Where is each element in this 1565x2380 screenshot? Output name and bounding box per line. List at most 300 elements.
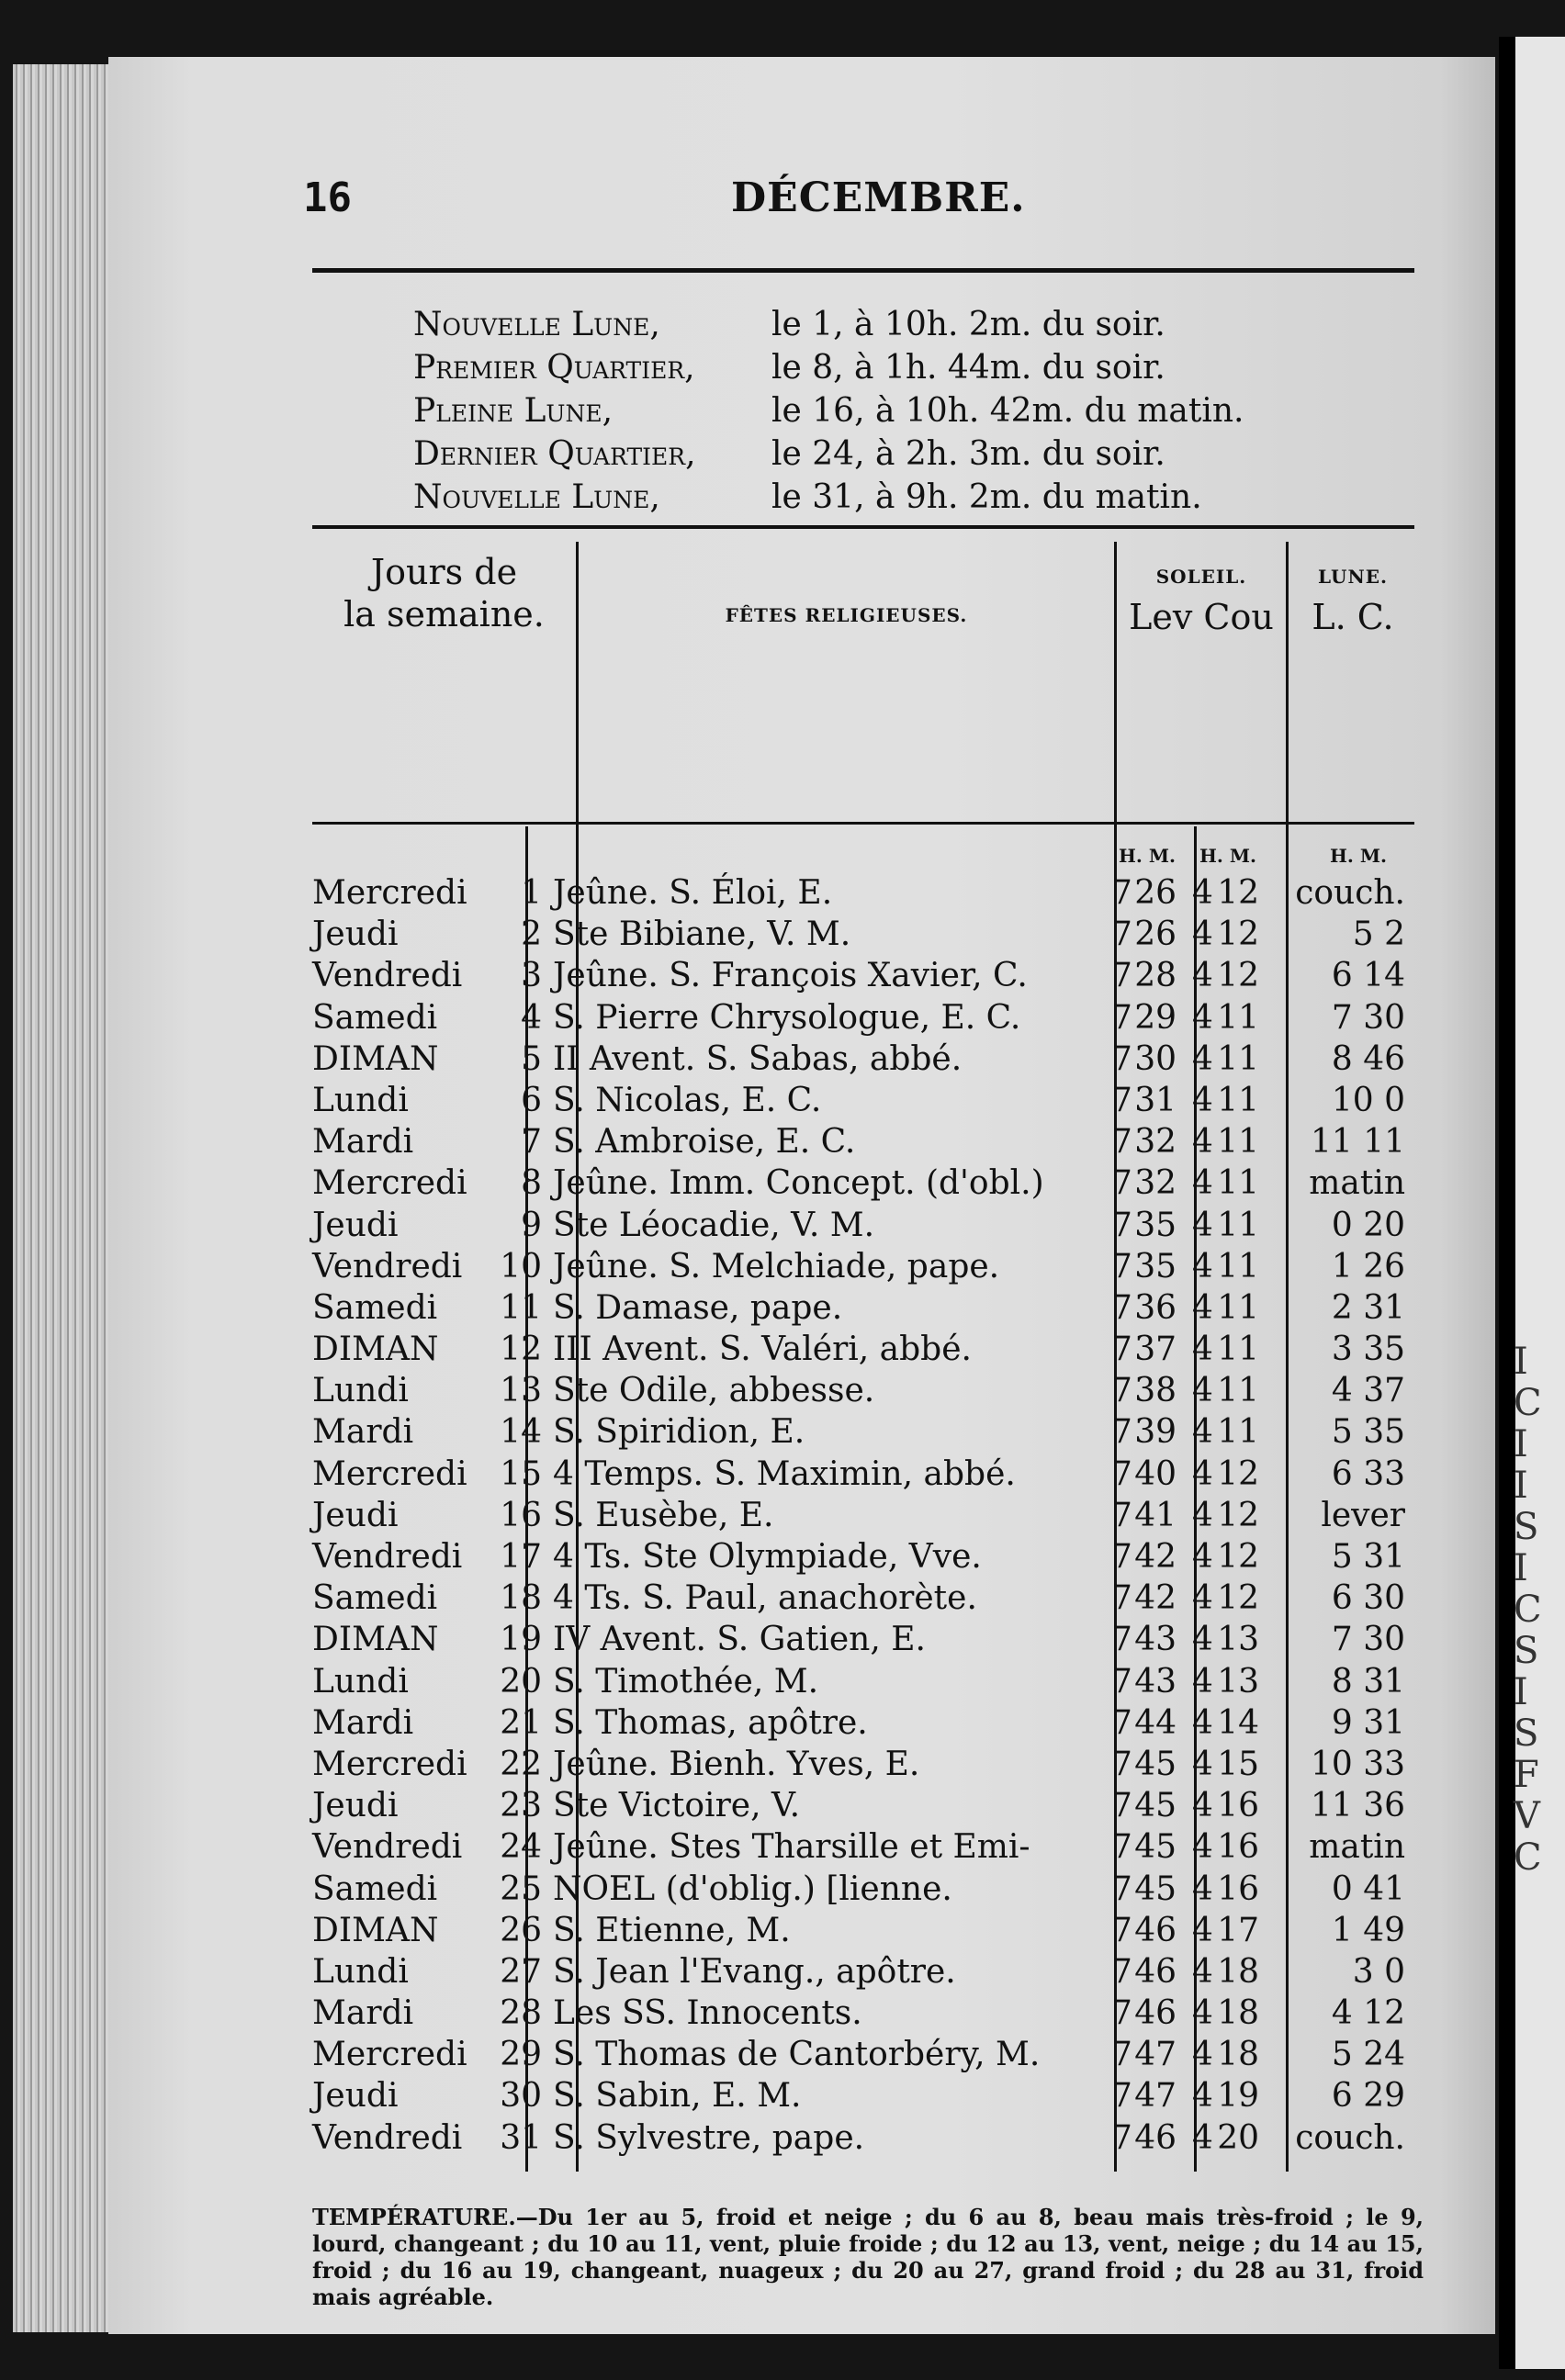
sunset-hour-cell: 4 bbox=[1192, 1952, 1213, 1991]
sunrise-minute-cell: 28 bbox=[1134, 957, 1177, 995]
table-row bbox=[312, 1536, 1414, 1577]
sunset-minute-cell: 18 bbox=[1217, 2036, 1259, 2074]
sunrise-hour-cell: 7 bbox=[1111, 1454, 1132, 1493]
sunrise-minute-cell: 26 bbox=[1134, 874, 1177, 912]
sunrise-hour-cell: 7 bbox=[1111, 1081, 1132, 1119]
table-row bbox=[312, 2117, 1414, 2159]
table-row bbox=[312, 1246, 1414, 1287]
table-row bbox=[312, 1869, 1414, 1910]
sunset-hour-cell: 4 bbox=[1192, 874, 1213, 912]
date-cell: 30 bbox=[500, 2077, 542, 2116]
moon-cell: couch. bbox=[1295, 2118, 1405, 2157]
facing-page-letter: C bbox=[1514, 1836, 1542, 1879]
table-row bbox=[312, 1785, 1414, 1826]
moon-cell: lever bbox=[1321, 1496, 1405, 1534]
weekday-cell: DIMAN bbox=[312, 1911, 439, 1949]
moon-cell: 8 31 bbox=[1331, 1662, 1405, 1701]
calendar-rows bbox=[312, 872, 1414, 2159]
sunrise-minute-cell: 37 bbox=[1134, 1330, 1177, 1369]
date-cell: 7 bbox=[521, 1123, 542, 1162]
table-row bbox=[312, 1411, 1414, 1453]
sunset-minute-cell: 19 bbox=[1217, 2077, 1259, 2116]
sunset-minute-cell: 16 bbox=[1217, 1869, 1259, 1908]
date-cell: 5 bbox=[521, 1039, 542, 1078]
table-row bbox=[312, 1080, 1414, 1121]
sunrise-hour-cell: 7 bbox=[1111, 1039, 1132, 1078]
facing-page-letter: C bbox=[1514, 1589, 1542, 1631]
weekday-cell: Jeudi bbox=[312, 2077, 399, 2116]
sunset-hour-cell: 4 bbox=[1192, 1828, 1213, 1867]
weekday-cell: Vendredi bbox=[312, 1538, 463, 1576]
sunrise-hour-cell: 7 bbox=[1111, 1869, 1132, 1908]
sunset-minute-cell: 11 bbox=[1217, 1288, 1259, 1327]
table-row bbox=[312, 1661, 1414, 1702]
weekday-cell: Samedi bbox=[312, 1288, 438, 1327]
sunrise-minute-cell: 30 bbox=[1134, 1039, 1177, 1078]
sunset-minute-cell: 12 bbox=[1217, 1454, 1259, 1493]
table-row bbox=[312, 1287, 1414, 1329]
facing-page-letter: F bbox=[1514, 1754, 1539, 1796]
facing-page-letter: I bbox=[1514, 1547, 1528, 1589]
moon-cell: 1 26 bbox=[1331, 1247, 1405, 1285]
header-rule bbox=[312, 268, 1414, 273]
table-row bbox=[312, 1370, 1414, 1411]
moon-cell: 5 35 bbox=[1331, 1413, 1405, 1452]
moon-cell: matin bbox=[1309, 1164, 1405, 1203]
table-row bbox=[312, 2075, 1414, 2116]
page-edges bbox=[13, 64, 114, 2332]
date-cell: 15 bbox=[500, 1454, 542, 1493]
weekday-cell: Jeudi bbox=[312, 915, 399, 954]
weekday-cell: Samedi bbox=[312, 1579, 438, 1618]
moon-cell: 10 33 bbox=[1310, 1745, 1405, 1783]
table-row bbox=[312, 2034, 1414, 2075]
sunrise-minute-cell: 43 bbox=[1134, 1662, 1177, 1701]
date-cell: 16 bbox=[500, 1496, 542, 1534]
sunrise-hour-cell: 7 bbox=[1111, 2077, 1132, 2116]
sunset-minute-cell: 18 bbox=[1217, 1952, 1259, 1991]
sunrise-minute-cell: 45 bbox=[1134, 1745, 1177, 1783]
hm-label: H. M. bbox=[1199, 845, 1256, 867]
date-cell: 29 bbox=[500, 2036, 542, 2074]
sunset-hour-cell: 4 bbox=[1192, 1164, 1213, 1203]
sunrise-minute-cell: 44 bbox=[1134, 1703, 1177, 1742]
feast-cell: Jeûne. Imm. Concept. (d'obl.) bbox=[553, 1164, 1044, 1203]
weekday-cell: Lundi bbox=[312, 1952, 409, 1991]
moon-cell: 9 31 bbox=[1331, 1703, 1405, 1742]
moon-cell: 5 2 bbox=[1352, 915, 1405, 954]
sunset-hour-cell: 4 bbox=[1192, 957, 1213, 995]
moon-phase-row: Pleine Lune, le 16, à 10h. 42m. du matin. bbox=[413, 392, 1244, 430]
sunrise-hour-cell: 7 bbox=[1111, 1787, 1132, 1825]
feast-cell: Ste Bibiane, V. M. bbox=[553, 915, 851, 954]
weekday-cell: Jeudi bbox=[312, 1787, 399, 1825]
table-row bbox=[312, 1454, 1414, 1495]
weekday-cell: Lundi bbox=[312, 1372, 409, 1410]
weekday-cell: Samedi bbox=[312, 998, 438, 1037]
feast-cell: NOEL (d'oblig.) [lienne. bbox=[553, 1869, 952, 1908]
moon-cell: 8 46 bbox=[1331, 1039, 1405, 1078]
moon-cell: 6 14 bbox=[1331, 957, 1405, 995]
weekday-cell: Mardi bbox=[312, 1413, 414, 1452]
sunset-hour-cell: 4 bbox=[1192, 1745, 1213, 1783]
facing-page-letter: I bbox=[1514, 1671, 1528, 1713]
sunrise-minute-cell: 38 bbox=[1134, 1372, 1177, 1410]
sunset-hour-cell: 4 bbox=[1192, 915, 1213, 954]
date-cell: 26 bbox=[500, 1911, 542, 1949]
sunset-minute-cell: 11 bbox=[1217, 1247, 1259, 1285]
fetes-header: FÊTES RELIGIEUSES. bbox=[725, 604, 968, 626]
sunset-minute-cell: 11 bbox=[1217, 1372, 1259, 1410]
sunset-hour-cell: 4 bbox=[1192, 1413, 1213, 1452]
moon-cell: 0 41 bbox=[1331, 1869, 1405, 1908]
weekday-cell: Mardi bbox=[312, 1994, 414, 2033]
moon-cell: 11 36 bbox=[1310, 1787, 1405, 1825]
hm-label: H. M. bbox=[1119, 845, 1176, 867]
sunset-minute-cell: 12 bbox=[1217, 874, 1259, 912]
feast-cell: S. Jean l'Evang., apôtre. bbox=[553, 1952, 956, 1991]
sunrise-minute-cell: 42 bbox=[1134, 1579, 1177, 1618]
moon-phase-row: Premier Quartier, le 8, à 1h. 44m. du soir. bbox=[413, 349, 1165, 387]
weekday-cell: Mardi bbox=[312, 1703, 414, 1742]
table-row bbox=[312, 1702, 1414, 1744]
table-row bbox=[312, 1121, 1414, 1162]
sunset-minute-cell: 11 bbox=[1217, 998, 1259, 1037]
facing-page-letter: I bbox=[1514, 1465, 1528, 1507]
soleil-header: SOLEIL. Lev Cou bbox=[1129, 566, 1274, 637]
feast-cell: Les SS. Innocents. bbox=[553, 1994, 862, 2033]
hm-label: H. M. bbox=[1330, 845, 1387, 867]
sunset-hour-cell: 4 bbox=[1192, 1288, 1213, 1327]
weekday-cell: DIMAN bbox=[312, 1621, 439, 1659]
moon-cell: matin bbox=[1309, 1828, 1405, 1867]
table-row bbox=[312, 914, 1414, 955]
sunset-hour-cell: 4 bbox=[1192, 1372, 1213, 1410]
date-cell: 31 bbox=[500, 2118, 542, 2157]
sunrise-hour-cell: 7 bbox=[1111, 1828, 1132, 1867]
sunset-hour-cell: 4 bbox=[1192, 1039, 1213, 1078]
feast-cell: Ste Odile, abbesse. bbox=[553, 1372, 875, 1410]
sunrise-hour-cell: 7 bbox=[1111, 1496, 1132, 1534]
date-cell: 4 bbox=[521, 998, 542, 1037]
feast-cell: S. Thomas, apôtre. bbox=[553, 1703, 868, 1742]
temperature-note: TEMPÉRATURE.—Du 1er au 5, froid et neige ; du 6 au 8, beau mais très-froid ; le 9, lourd, changeant ; du 10 au 11, vent, pluie froide ; du 12 au 13, vent, neige ; du 14 au 15, froid ; du 16 au 19, changeant, nuageux ; du 20 au 27, grand froid ; du 28 au 31, froid mais agréable. bbox=[312, 2204, 1424, 2310]
moon-phase-row: Nouvelle Lune, le 1, à 10h. 2m. du soir. bbox=[413, 306, 1165, 343]
sunrise-hour-cell: 7 bbox=[1111, 1413, 1132, 1452]
sunrise-minute-cell: 46 bbox=[1134, 1911, 1177, 1949]
table-row bbox=[312, 1329, 1414, 1370]
sunset-hour-cell: 4 bbox=[1192, 1538, 1213, 1576]
sunrise-minute-cell: 35 bbox=[1134, 1206, 1177, 1244]
date-cell: 22 bbox=[500, 1745, 542, 1783]
feast-cell: Ste Léocadie, V. M. bbox=[553, 1206, 875, 1244]
moon-cell: 6 30 bbox=[1331, 1579, 1405, 1618]
date-cell: 19 bbox=[500, 1621, 542, 1659]
sunrise-hour-cell: 7 bbox=[1111, 1164, 1132, 1203]
moon-phase-row: Nouvelle Lune, le 31, à 9h. 2m. du matin. bbox=[413, 478, 1202, 516]
date-cell: 9 bbox=[521, 1206, 542, 1244]
sunset-hour-cell: 4 bbox=[1192, 1123, 1213, 1162]
facing-page-letter: I bbox=[1514, 1423, 1528, 1465]
sunrise-minute-cell: 43 bbox=[1134, 1621, 1177, 1659]
feast-cell: S. Damase, pape. bbox=[553, 1288, 843, 1327]
moon-cell: 3 35 bbox=[1331, 1330, 1405, 1369]
facing-page bbox=[1515, 37, 1565, 2369]
sunrise-minute-cell: 42 bbox=[1134, 1538, 1177, 1576]
sunset-hour-cell: 4 bbox=[1192, 2118, 1213, 2157]
date-cell: 3 bbox=[521, 957, 542, 995]
sunset-minute-cell: 13 bbox=[1217, 1662, 1259, 1701]
moon-cell: couch. bbox=[1295, 874, 1405, 912]
date-cell: 13 bbox=[500, 1372, 542, 1410]
facing-page-letter: S bbox=[1514, 1506, 1539, 1548]
moon-cell: 5 24 bbox=[1331, 2036, 1405, 2074]
sunset-hour-cell: 4 bbox=[1192, 1496, 1213, 1534]
feast-cell: S. Etienne, M. bbox=[553, 1911, 791, 1949]
sunrise-minute-cell: 45 bbox=[1134, 1828, 1177, 1867]
page-title: DÉCEMBRE. bbox=[731, 174, 1026, 221]
sunrise-minute-cell: 35 bbox=[1134, 1247, 1177, 1285]
sunrise-minute-cell: 47 bbox=[1134, 2036, 1177, 2074]
sunset-hour-cell: 4 bbox=[1192, 1454, 1213, 1493]
sunrise-minute-cell: 39 bbox=[1134, 1413, 1177, 1452]
date-cell: 6 bbox=[521, 1081, 542, 1119]
page-number: 16 bbox=[303, 174, 352, 221]
sunset-minute-cell: 12 bbox=[1217, 1496, 1259, 1534]
sunset-hour-cell: 4 bbox=[1192, 1621, 1213, 1659]
table-row bbox=[312, 1744, 1414, 1785]
date-cell: 11 bbox=[500, 1288, 542, 1327]
facing-page-letter: V bbox=[1514, 1795, 1540, 1837]
feast-cell: S. Ambroise, E. C. bbox=[553, 1123, 856, 1162]
sunset-minute-cell: 15 bbox=[1217, 1745, 1259, 1783]
sunrise-hour-cell: 7 bbox=[1111, 1745, 1132, 1783]
feast-cell: S. Sylvestre, pape. bbox=[553, 2118, 865, 2157]
sunset-minute-cell: 11 bbox=[1217, 1123, 1259, 1162]
sunset-hour-cell: 4 bbox=[1192, 1869, 1213, 1908]
date-cell: 17 bbox=[500, 1538, 542, 1576]
date-cell: 23 bbox=[500, 1787, 542, 1825]
sunrise-hour-cell: 7 bbox=[1111, 1372, 1132, 1410]
feast-cell: IV Avent. S. Gatien, E. bbox=[553, 1621, 926, 1659]
sunrise-hour-cell: 7 bbox=[1111, 915, 1132, 954]
sunset-hour-cell: 4 bbox=[1192, 1081, 1213, 1119]
weekday-cell: Mercredi bbox=[312, 1164, 467, 1203]
sunset-hour-cell: 4 bbox=[1192, 1330, 1213, 1369]
table-row bbox=[312, 997, 1414, 1038]
sunrise-hour-cell: 7 bbox=[1111, 2118, 1132, 2157]
feast-cell: S. Timothée, M. bbox=[553, 1662, 819, 1701]
weekday-cell: Mercredi bbox=[312, 1745, 467, 1783]
sunrise-hour-cell: 7 bbox=[1111, 1330, 1132, 1369]
feast-cell: 4 Ts. S. Paul, anachorète. bbox=[553, 1579, 977, 1618]
book-gutter bbox=[1499, 37, 1515, 2369]
moon-cell: 7 30 bbox=[1331, 998, 1405, 1037]
sunrise-hour-cell: 7 bbox=[1111, 1579, 1132, 1618]
sunrise-hour-cell: 7 bbox=[1111, 1247, 1132, 1285]
moon-cell: 3 0 bbox=[1352, 1952, 1405, 1991]
weekday-cell: Vendredi bbox=[312, 1828, 463, 1867]
sunset-hour-cell: 4 bbox=[1192, 998, 1213, 1037]
sunset-minute-cell: 11 bbox=[1217, 1039, 1259, 1078]
weekday-cell: DIMAN bbox=[312, 1330, 439, 1369]
weekday-cell: Vendredi bbox=[312, 957, 463, 995]
feast-cell: 4 Temps. S. Maximin, abbé. bbox=[553, 1454, 1016, 1493]
table-row bbox=[312, 1826, 1414, 1868]
sunset-minute-cell: 12 bbox=[1217, 1538, 1259, 1576]
sunset-minute-cell: 18 bbox=[1217, 1994, 1259, 2033]
date-cell: 2 bbox=[521, 915, 542, 954]
sunrise-minute-cell: 45 bbox=[1134, 1869, 1177, 1908]
sunrise-hour-cell: 7 bbox=[1111, 874, 1132, 912]
feast-cell: Jeûne. S. Melchiade, pape. bbox=[553, 1247, 1000, 1285]
weekday-cell: Mardi bbox=[312, 1123, 414, 1162]
sunset-hour-cell: 4 bbox=[1192, 1579, 1213, 1618]
feast-cell: S. Nicolas, E. C. bbox=[553, 1081, 822, 1119]
sunrise-hour-cell: 7 bbox=[1111, 1662, 1132, 1701]
weekday-cell: Jeudi bbox=[312, 1496, 399, 1534]
weekday-cell: Mercredi bbox=[312, 2036, 467, 2074]
sunset-minute-cell: 16 bbox=[1217, 1787, 1259, 1825]
table-row bbox=[312, 1910, 1414, 1951]
table-row bbox=[312, 1495, 1414, 1536]
moon-cell: 7 30 bbox=[1331, 1621, 1405, 1659]
moon-cell: 4 37 bbox=[1331, 1372, 1405, 1410]
facing-page-letter: C bbox=[1514, 1382, 1542, 1424]
table-row bbox=[312, 1205, 1414, 1246]
sunrise-hour-cell: 7 bbox=[1111, 2036, 1132, 2074]
feast-cell: Jeûne. S. Éloi, E. bbox=[553, 874, 833, 912]
date-cell: 14 bbox=[500, 1413, 542, 1452]
sunrise-hour-cell: 7 bbox=[1111, 1994, 1132, 2033]
weekday-cell: Samedi bbox=[312, 1869, 438, 1908]
sunset-minute-cell: 17 bbox=[1217, 1911, 1259, 1949]
date-cell: 10 bbox=[500, 1247, 542, 1285]
weekday-cell: Vendredi bbox=[312, 2118, 463, 2157]
date-cell: 28 bbox=[500, 1994, 542, 2033]
facing-page-letter: S bbox=[1514, 1630, 1539, 1672]
sunset-minute-cell: 11 bbox=[1217, 1330, 1259, 1369]
sunrise-minute-cell: 31 bbox=[1134, 1081, 1177, 1119]
sunset-hour-cell: 4 bbox=[1192, 1662, 1213, 1701]
feast-cell: Jeûne. S. François Xavier, C. bbox=[553, 957, 1028, 995]
feast-cell: S. Pierre Chrysologue, E. C. bbox=[553, 998, 1021, 1037]
moon-cell: 0 20 bbox=[1331, 1206, 1405, 1244]
table-row bbox=[312, 1038, 1414, 1080]
sunrise-minute-cell: 32 bbox=[1134, 1123, 1177, 1162]
sunset-minute-cell: 11 bbox=[1217, 1164, 1259, 1203]
feast-cell: II Avent. S. Sabas, abbé. bbox=[553, 1039, 963, 1078]
feast-cell: S. Thomas de Cantorbéry, M. bbox=[553, 2036, 1041, 2074]
moon-cell: 6 29 bbox=[1331, 2077, 1405, 2116]
date-cell: 8 bbox=[521, 1164, 542, 1203]
moon-phase-row: Dernier Quartier, le 24, à 2h. 3m. du soir. bbox=[413, 435, 1165, 473]
sunset-hour-cell: 4 bbox=[1192, 1911, 1213, 1949]
feast-cell: S. Spiridion, E. bbox=[553, 1413, 805, 1452]
sunrise-hour-cell: 7 bbox=[1111, 1288, 1132, 1327]
facing-page-letter: I bbox=[1514, 1341, 1528, 1383]
sunrise-minute-cell: 46 bbox=[1134, 1952, 1177, 1991]
weekday-cell: Mercredi bbox=[312, 1454, 467, 1493]
sunset-minute-cell: 16 bbox=[1217, 1828, 1259, 1867]
table-row bbox=[312, 872, 1414, 914]
sunrise-minute-cell: 40 bbox=[1134, 1454, 1177, 1493]
sunset-hour-cell: 4 bbox=[1192, 2036, 1213, 2074]
sunrise-minute-cell: 45 bbox=[1134, 1787, 1177, 1825]
moon-cell: 4 12 bbox=[1331, 1994, 1405, 2033]
sunrise-hour-cell: 7 bbox=[1111, 998, 1132, 1037]
feast-cell: 4 Ts. Ste Olympiade, Vve. bbox=[553, 1538, 982, 1576]
date-cell: 24 bbox=[500, 1828, 542, 1867]
sunset-minute-cell: 20 bbox=[1217, 2118, 1259, 2157]
calendar-table bbox=[312, 542, 1414, 2176]
feast-cell: S. Eusèbe, E. bbox=[553, 1496, 774, 1534]
sunrise-minute-cell: 32 bbox=[1134, 1164, 1177, 1203]
phases-rule bbox=[312, 525, 1414, 529]
sunset-hour-cell: 4 bbox=[1192, 1247, 1213, 1285]
moon-phases bbox=[413, 303, 1244, 519]
moon-cell: 6 33 bbox=[1331, 1454, 1405, 1493]
date-cell: 18 bbox=[500, 1579, 542, 1618]
table-row bbox=[312, 955, 1414, 996]
weekday-cell: Jeudi bbox=[312, 1206, 399, 1244]
weekday-cell: Vendredi bbox=[312, 1247, 463, 1285]
sunrise-minute-cell: 26 bbox=[1134, 915, 1177, 954]
sunset-hour-cell: 4 bbox=[1192, 1703, 1213, 1742]
moon-cell: 5 31 bbox=[1331, 1538, 1405, 1576]
sunrise-hour-cell: 7 bbox=[1111, 957, 1132, 995]
sunset-minute-cell: 14 bbox=[1217, 1703, 1259, 1742]
table-row bbox=[312, 1993, 1414, 2034]
table-row bbox=[312, 1577, 1414, 1619]
header-rule bbox=[312, 822, 1414, 825]
sunrise-minute-cell: 41 bbox=[1134, 1496, 1177, 1534]
sunrise-minute-cell: 46 bbox=[1134, 2118, 1177, 2157]
sunset-minute-cell: 12 bbox=[1217, 957, 1259, 995]
sunrise-hour-cell: 7 bbox=[1111, 1206, 1132, 1244]
sunset-hour-cell: 4 bbox=[1192, 1787, 1213, 1825]
table-row bbox=[312, 1162, 1414, 1204]
sunrise-hour-cell: 7 bbox=[1111, 1538, 1132, 1576]
date-cell: 20 bbox=[500, 1662, 542, 1701]
sunset-hour-cell: 4 bbox=[1192, 1206, 1213, 1244]
sunrise-minute-cell: 47 bbox=[1134, 2077, 1177, 2116]
sunset-minute-cell: 13 bbox=[1217, 1621, 1259, 1659]
sunset-minute-cell: 12 bbox=[1217, 915, 1259, 954]
feast-cell: III Avent. S. Valéri, abbé. bbox=[553, 1330, 972, 1369]
sunrise-hour-cell: 7 bbox=[1111, 1123, 1132, 1162]
sunrise-hour-cell: 7 bbox=[1111, 1621, 1132, 1659]
date-cell: 21 bbox=[500, 1703, 542, 1742]
sunset-hour-cell: 4 bbox=[1192, 2077, 1213, 2116]
sunset-minute-cell: 11 bbox=[1217, 1081, 1259, 1119]
sunrise-minute-cell: 36 bbox=[1134, 1288, 1177, 1327]
date-cell: 27 bbox=[500, 1952, 542, 1991]
weekday-cell: DIMAN bbox=[312, 1039, 439, 1078]
weekday-cell: Lundi bbox=[312, 1662, 409, 1701]
feast-cell: Jeûne. Stes Tharsille et Emi- bbox=[553, 1828, 1030, 1867]
moon-cell: 11 11 bbox=[1310, 1123, 1405, 1162]
table-row bbox=[312, 1619, 1414, 1660]
date-cell: 12 bbox=[500, 1330, 542, 1369]
sunset-minute-cell: 11 bbox=[1217, 1413, 1259, 1452]
days-header: Jours de la semaine. bbox=[343, 552, 545, 634]
date-cell: 1 bbox=[521, 874, 542, 912]
sunset-hour-cell: 4 bbox=[1192, 1994, 1213, 2033]
moon-cell: 10 0 bbox=[1331, 1081, 1405, 1119]
date-cell: 25 bbox=[500, 1869, 542, 1908]
sunset-minute-cell: 11 bbox=[1217, 1206, 1259, 1244]
